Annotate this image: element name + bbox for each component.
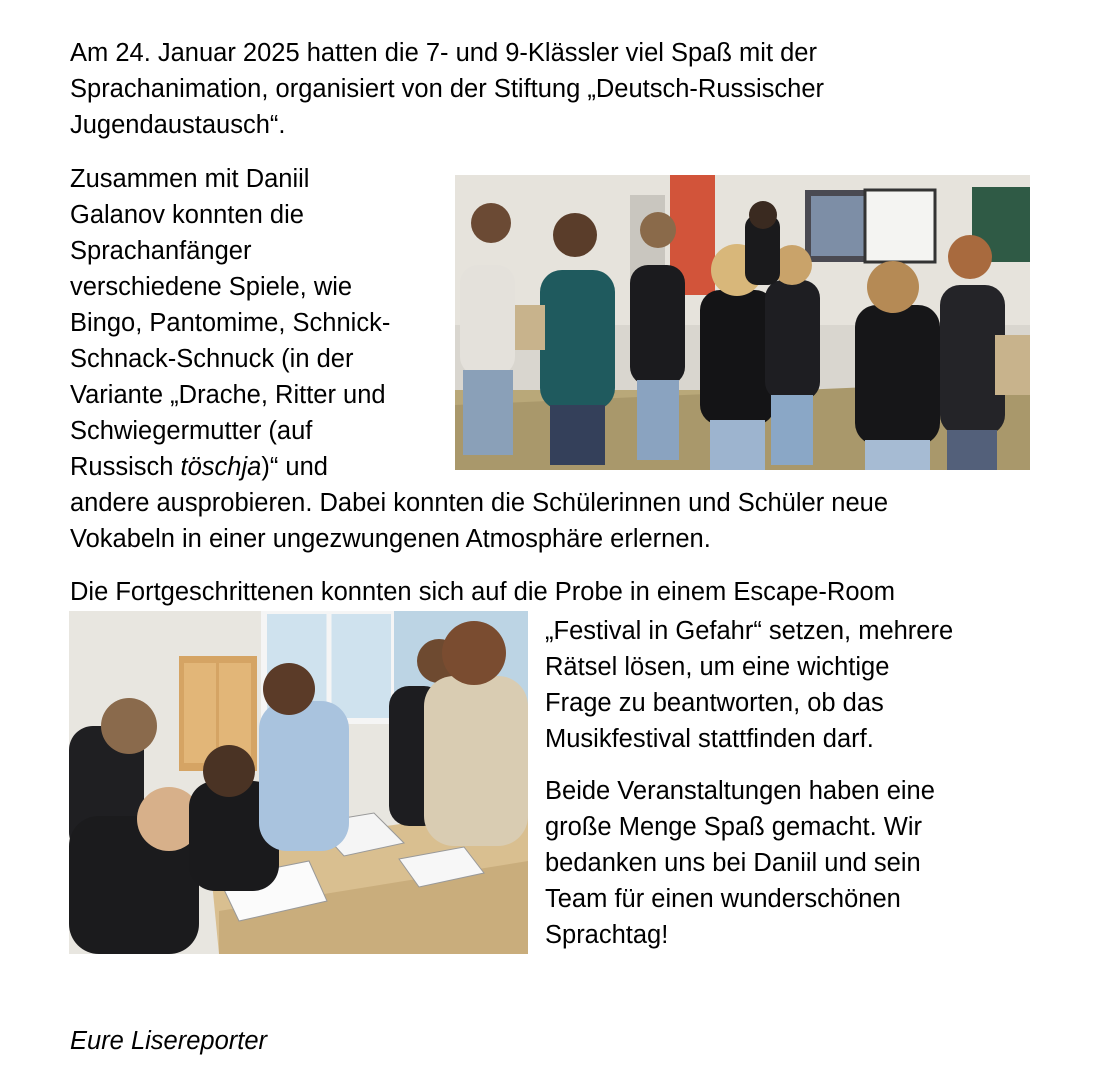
intro-line: Jugendaustausch“. (70, 111, 286, 139)
advanced-line: „Festival in Gefahr“ setzen, mehrere (545, 617, 954, 645)
classroom-games-photo (455, 175, 1030, 470)
advanced-line: Frage zu beantworten, ob das (545, 689, 884, 717)
beginner-line: Bingo, Pantomime, Schnick- (70, 309, 391, 337)
closing-line: Sprachtag! (545, 921, 669, 949)
russisch-suffix: )“ und (261, 453, 328, 481)
closing-line: bedanken uns bei Daniil und sein (545, 849, 921, 877)
beginner-line: andere ausprobieren. Dabei konnten die Schülerinnen und Schüler neue (70, 489, 889, 517)
beginner-line: verschiedene Spiele, wie (70, 273, 353, 301)
advanced-line: Rätsel lösen, um eine wichtige (545, 653, 890, 681)
intro-paragraph (70, 35, 824, 143)
beginner-line: Variante „Drache, Ritter und (70, 381, 386, 409)
beginner-line: Vokabeln in einer ungezwungenen Atmosphäre erlernen. (70, 525, 711, 553)
beginner-line: Schnack-Schnuck (in der (70, 345, 354, 373)
beginner-line: Zusammen mit Daniil (70, 165, 310, 193)
beginner-line: Schwiegermutter (auf (70, 417, 313, 445)
closing-paragraph (545, 773, 935, 953)
advanced-paragraph (545, 613, 953, 757)
closing-line: Beide Veranstaltungen haben eine (545, 777, 935, 805)
russian-word: töschja (180, 453, 262, 481)
beginner-line: Sprachanfänger (70, 237, 252, 265)
intro-line: Am 24. Januar 2025 hatten die 7- und 9-Klässler viel Spaß mit der (70, 39, 817, 67)
russisch-prefix: Russisch (70, 453, 181, 481)
intro-line: Sprachanimation, organisiert von der Stiftung „Deutsch-Russischer (70, 75, 825, 103)
beginner-line: Galanov konnten die (70, 201, 304, 229)
advanced-line: Die Fortgeschrittenen konnten sich auf die Probe in einem Escape-Room (70, 578, 895, 606)
advanced-line: Musikfestival stattfinden darf. (545, 725, 874, 753)
signature-text: Eure Lisereporter (70, 1027, 268, 1055)
closing-line: große Menge Spaß gemacht. Wir (545, 813, 922, 841)
escape-room-photo (69, 611, 528, 954)
closing-line: Team für einen wunderschönen (545, 885, 901, 913)
signature (70, 1023, 267, 1059)
advanced-first-line (70, 574, 895, 610)
